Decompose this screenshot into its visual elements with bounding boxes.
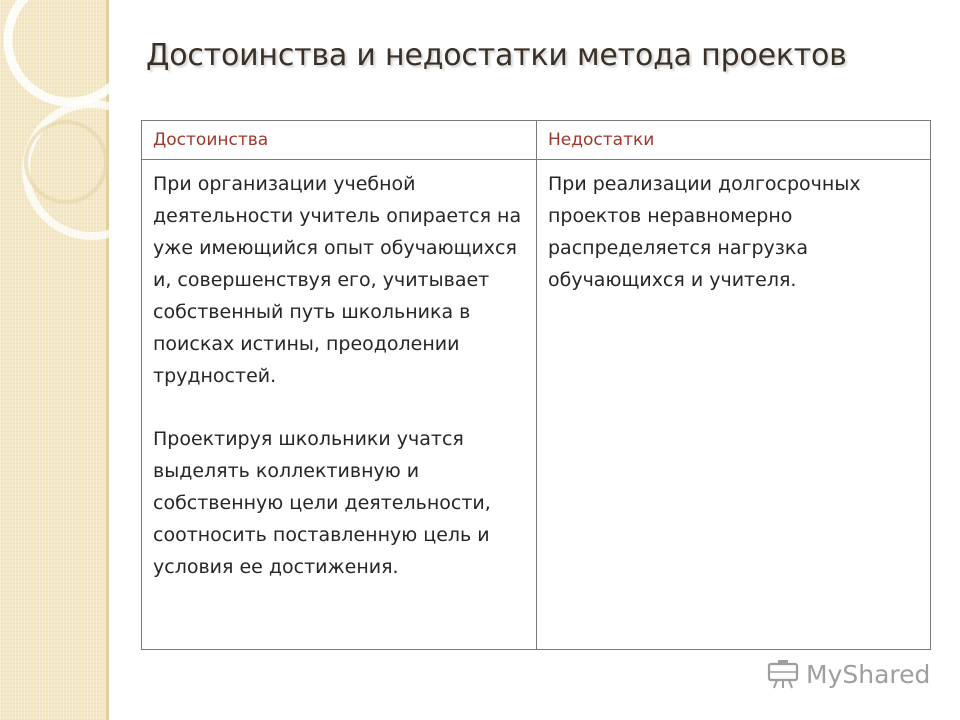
slide-title: Достоинства и недостатки метода проектов xyxy=(146,38,847,73)
comparison-table xyxy=(141,120,931,650)
disadvantage-paragraph: При реализации долгосрочных проектов неравномерно распределяется нагрузка обучающихся и учителя. xyxy=(548,173,861,291)
myshared-logo-icon xyxy=(766,658,800,690)
advantages-cell xyxy=(142,160,537,650)
table-row xyxy=(142,160,931,650)
decorative-rings xyxy=(0,0,130,260)
disadvantages-cell xyxy=(537,160,931,650)
advantage-paragraph: При организации учебной деятельности учитель опирается на уже имеющийся опыт обучающихся и, совершенствуя его, учитывает собственный путь школьника в поисках истины, преодолении трудностей. xyxy=(153,173,522,387)
table-header-row xyxy=(142,121,931,160)
watermark xyxy=(766,656,930,692)
watermark-text: MyShared xyxy=(806,659,931,689)
disadvantages-header: Недостатки xyxy=(537,121,931,160)
advantages-header: Достоинства xyxy=(142,121,537,160)
advantage-paragraph: Проектируя школьники учатся выделять коллективную и собственную цели деятельности, соотносить поставленную цель и условия ее достижения. xyxy=(153,428,491,578)
